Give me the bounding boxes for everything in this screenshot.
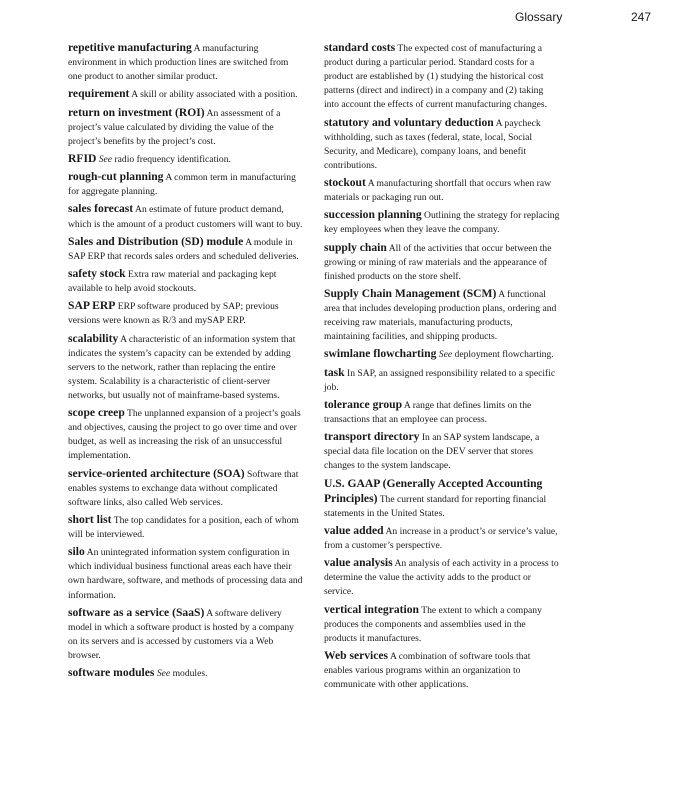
glossary-term: standard costs	[324, 41, 396, 54]
glossary-definition: A characteristic of an information system that indicates the system’s capacity can be extended by adding servers to the network, rather than replacing the entire system. Scalability is a characteristic of client-server networks, but usually not of mainframe-based systems.	[68, 333, 296, 401]
glossary-entry	[68, 202, 304, 231]
glossary-entry	[324, 524, 560, 553]
glossary-entry	[324, 398, 560, 427]
glossary-entry	[324, 477, 560, 521]
glossary-entry	[68, 332, 304, 403]
glossary-term: software as a service (SaaS)	[68, 605, 205, 619]
glossary-definition: The top candidates for a position, each of whom will be interviewed.	[68, 514, 299, 541]
glossary-term: Sales and Distribution (SD) module	[68, 234, 244, 248]
glossary-term: RFID	[68, 151, 97, 165]
glossary-definition: The expected cost of manufacturing a product during a particular period. Standard costs for a product are established by (1) studying the historical cost patterns (direct and indirect) in a company and (2) taking into account the effects of current manufacturing changes.	[324, 43, 548, 111]
glossary-definition: A common term in manufacturing for aggregate planning.	[68, 172, 296, 198]
glossary-entry	[68, 666, 304, 681]
glossary-definition: In an SAP system landscape, a special data file location on the DEV server that stores changes to the system landscape.	[324, 432, 540, 472]
glossary-term: tolerance group	[324, 397, 403, 411]
glossary-entry	[324, 208, 560, 237]
glossary-definition: modules.	[172, 668, 208, 680]
glossary-entry	[324, 176, 560, 205]
glossary-term: supply chain	[324, 240, 387, 254]
glossary-entry	[324, 347, 560, 362]
glossary-term: stockout	[324, 176, 366, 190]
glossary-term: vertical integration	[324, 602, 419, 616]
glossary-entry	[68, 267, 304, 296]
glossary-term: SAP ERP	[68, 299, 116, 313]
glossary-term: scalability	[68, 331, 119, 345]
glossary-entry	[68, 606, 304, 663]
glossary-definition: A combination of software tools that enables various programs within an organization to communicate with other applications.	[324, 650, 531, 691]
glossary-column-right	[324, 41, 560, 695]
glossary-term: service-oriented architecture (SOA)	[68, 466, 245, 480]
glossary-definition: In SAP, an assigned responsibility related to a specific job.	[324, 367, 556, 393]
glossary-term: silo	[68, 545, 85, 559]
section-title: Glossary	[515, 10, 563, 24]
glossary-entry	[68, 545, 304, 602]
glossary-term: safety stock	[68, 266, 126, 280]
glossary-entry	[68, 513, 304, 542]
glossary-definition: A skill or ability associated with a position.	[131, 89, 298, 101]
glossary-entry	[68, 106, 304, 149]
glossary-term: succession planning	[324, 208, 422, 222]
glossary-definition: A paycheck withholding, such as taxes (federal, state, local, Social Security, and Medicare), company loans, and benefit contributions.	[324, 117, 541, 171]
glossary-definition: An estimate of future product demand, which is the amount of a product customers will want to buy.	[68, 204, 303, 230]
glossary-entry	[68, 41, 304, 84]
page-number: 247	[631, 10, 652, 24]
glossary-definition: An analysis of each activity in a process to determine the value the activity adds to the product or service.	[324, 558, 559, 598]
glossary-entry	[68, 235, 304, 264]
glossary-entry	[324, 649, 560, 692]
glossary-entry	[68, 87, 304, 102]
glossary-entry	[324, 287, 560, 344]
glossary-entry	[68, 467, 304, 510]
glossary-term: value added	[324, 523, 384, 537]
glossary-definition: ERP software produced by SAP; previous versions were known as R/3 and mySAP ERP.	[68, 301, 279, 327]
glossary-definition: Extra raw material and packaging kept available to help avoid stockouts.	[68, 268, 277, 295]
glossary-definition: A manufacturing environment in which production lines are switched from one product to another similar product.	[68, 43, 289, 83]
glossary-term: scope creep	[68, 406, 125, 420]
glossary-term: value analysis	[324, 556, 393, 570]
glossary-definition: A software delivery model in which a software product is hosted by a company on its servers and is accessed by customers via a Web browser.	[68, 607, 294, 661]
glossary-term: transport directory	[324, 430, 420, 444]
glossary-term: Supply Chain Management (SCM)	[324, 286, 497, 300]
glossary-entry	[68, 406, 304, 463]
glossary-definition: An unintegrated information system configuration in which individual business functional areas each have their own hardware, software, and methods of processing data and information.	[68, 547, 303, 601]
glossary-entry	[324, 366, 560, 395]
glossary-definition: The current standard for reporting financial statements in the United States.	[324, 493, 547, 519]
glossary-term: swimlane flowcharting	[324, 347, 437, 361]
glossary-definition: A functional area that includes developing production plans, ordering and receiving raw materials, manufacturing products, maintaining facilities, and shipping products.	[324, 288, 557, 343]
glossary-entry	[324, 556, 560, 599]
glossary-term: task	[324, 365, 345, 379]
glossary-definition: An assessment of a project’s value calculated by dividing the value of the project’s benefits by the project’s cost.	[68, 107, 281, 147]
glossary-term: repetitive manufacturing	[68, 41, 192, 54]
glossary-entry	[324, 41, 560, 112]
glossary-definition: Software that enables systems to exchange data without complicated software links, also called Web services.	[68, 468, 299, 508]
glossary-definition: radio frequency identification.	[114, 153, 231, 165]
glossary-definition: A range that defines limits on the transactions that an employee can process.	[324, 399, 532, 425]
glossary-entry	[68, 170, 304, 199]
glossary-definition: The unplanned expansion of a project’s goals and objectives, causing the project to go over time and over budget, as well as increasing the risk of an unsuccessful implementation.	[68, 408, 301, 462]
glossary-term: sales forecast	[68, 202, 134, 216]
glossary-definition: An increase in a product’s or service’s value, from a customer’s perspective.	[324, 525, 558, 552]
glossary-definition: A module in SAP ERP that records sales orders and scheduled deliveries.	[68, 236, 299, 262]
see-reference: See	[156, 668, 171, 680]
glossary-entry	[324, 241, 560, 284]
glossary-term: return on investment (ROI)	[68, 105, 205, 119]
see-reference: See	[438, 349, 453, 361]
glossary-definition: Outlining the strategy for replacing key employees when they leave the company.	[324, 210, 560, 236]
see-reference: See	[98, 153, 113, 165]
glossary-term: Web services	[324, 648, 389, 662]
page-header	[0, 10, 673, 28]
glossary-definition: A manufacturing shortfall that occurs when raw materials or packaging run out.	[324, 178, 552, 204]
glossary-column-left	[68, 41, 304, 684]
glossary-term: software modules	[68, 666, 155, 680]
glossary-entry	[68, 152, 304, 167]
glossary-term: statutory and voluntary deduction	[324, 115, 494, 129]
glossary-definition: All of the activities that occur between the growing or mining of raw materials and the appearance of finished products on the store shelf.	[324, 242, 552, 282]
glossary-definition: The extent to which a company produces the components and assemblies used in the products it manufactures.	[324, 604, 542, 644]
glossary-entry	[324, 430, 560, 473]
glossary-entry	[324, 116, 560, 173]
glossary-term: rough-cut planning	[68, 170, 164, 184]
glossary-term: requirement	[68, 87, 130, 101]
glossary-entry	[68, 299, 304, 328]
glossary-term: short list	[68, 512, 112, 526]
glossary-definition: deployment flowcharting.	[454, 349, 554, 361]
glossary-entry	[324, 603, 560, 646]
glossary-term: U.S. GAAP (Generally Accepted Accounting Principles)	[324, 476, 543, 505]
